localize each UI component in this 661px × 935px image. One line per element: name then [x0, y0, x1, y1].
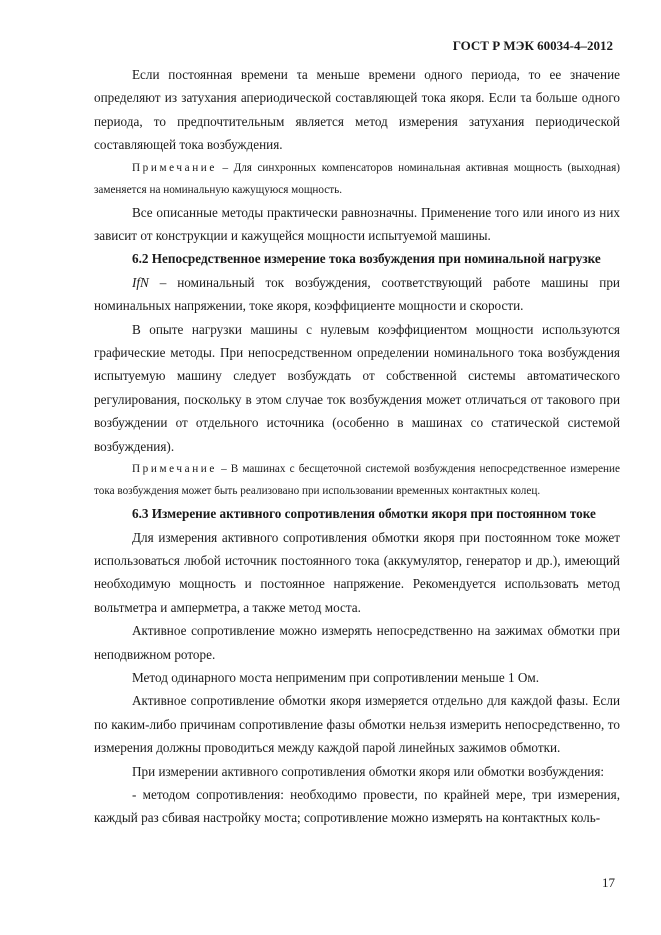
section-heading-6-2: 6.2 Непосредственное измерение тока возбуждения при номинальной нагрузке: [132, 251, 601, 267]
note-text: – Для синхронных компенсаторов номинальная активная мощность (выходная) заменяется на номинальную кажущуюся мощность.: [94, 161, 620, 196]
paragraph-rated-field-current-text: – номинальный ток возбуждения, соответствующий работе машины при номинальных напряжении, токе якоря, коэффициенте мощности и скорости.: [94, 274, 620, 314]
page-number: 17: [602, 875, 615, 890]
paragraph-each-phase: Активное сопротивление обмотки якоря измеряется отдельно для каждой фазы. Если по каким-либо причинам сопротивление фазы обмотки нельзя измерить непосредственно, то измерения должны проводиться между каждой парой линейных зажимов обмотки.: [94, 693, 620, 756]
paragraph-rated-field-current: [94, 271, 620, 318]
note-label: Примечание: [132, 463, 217, 476]
section-heading-6-3: 6.3 Измерение активного сопротивления обмотки якоря при постоянном токе: [132, 506, 596, 522]
document-header: ГОСТ Р МЭК 60034-4–2012: [452, 38, 613, 53]
paragraph-zero-power-factor: В опыте нагрузки машины с нулевым коэффициентом мощности используются графические методы. При непосредственном определении номинального тока возбуждения испытуемую машину следует возбуждать от собственной системы автоматического регулирования, поскольку в этом случае ток возбуждения может отличаться от такового при возбуждении от отдельного источника (особенно в машинах со статической системой возбуждения).: [94, 321, 620, 454]
note-label: Примечание: [132, 161, 217, 174]
paragraph-terminals: Активное сопротивление можно измерять непосредственно на зажимах обмотки при неподвижном роторе.: [94, 623, 620, 662]
paragraph-methods-equivalent: Все описанные методы практически равнозначны. Применение того или иного из них зависит от конструкции и кажущейся мощности испытуемой машины.: [94, 204, 620, 244]
note-synchronous-compensators: [94, 157, 620, 201]
page-body: [94, 63, 620, 830]
paragraph-single-bridge: Метод одинарного моста неприменим при сопротивлении меньше 1 Ом.: [132, 669, 540, 685]
paragraph-measurement-intro: При измерении активного сопротивления обмотки якоря или обмотки возбуждения:: [132, 763, 605, 779]
symbol-ifn: IfN: [132, 274, 149, 290]
paragraph-resistance-method: - методом сопротивления: необходимо провести, по крайней мере, три измерения, каждый раз сбивая настройку моста; сопротивление можно измерять на контактных коль-: [94, 786, 620, 826]
paragraph-dc-source: Для измерения активного сопротивления обмотки якоря при постоянном токе может использоваться любой источник постоянного тока (аккумулятор, генератор и др.), имеющий необходимую мощность и постоянное напряжение. Рекомендуется использовать метод вольтметра и амперметра, а также метод моста.: [94, 529, 620, 615]
paragraph-time-constant: Если постоянная времени τa меньше времени одного периода, то ее значение определяют из затухания апериодической составляющей тока якоря. Если τa больше одного периода, то предпочтительным является метод измерения затухания периодической составляющей тока возбуждения.: [94, 67, 620, 153]
note-text: – В машинах с бесщеточной системой возбуждения непосредственное измерение тока возбуждения может быть реализовано при использовании временных контактных колец.: [94, 463, 620, 498]
note-brushless-excitation: [94, 458, 620, 502]
